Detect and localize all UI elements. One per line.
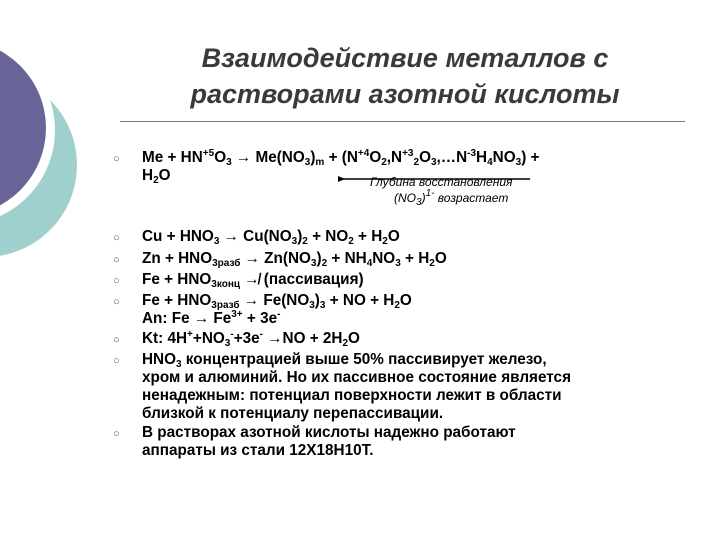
passivation-line4: близкой к потенциалу перепассивации. — [142, 405, 444, 422]
steel-line1: В растворах азотной кислоты надежно работают — [142, 424, 516, 441]
cathode-reaction: Kt: $4H^++NO_3^-+3e^- \to NO + 2H_2O$ — [142, 329, 360, 349]
anode-reaction: An: $Fe \to Fe^{3+} + 3e^-$ — [142, 309, 281, 327]
steel-line2: аппараты из стали 12Х18Н10Т. — [142, 442, 374, 459]
depth-note-line1: Глубина восстановления — [370, 175, 513, 189]
title-divider — [120, 121, 685, 122]
bullet-marker: ○ — [113, 355, 120, 367]
bullet-marker: ○ — [113, 275, 120, 287]
passivation-line3: ненадежным: потенциал поверхности лежит в области — [142, 387, 562, 404]
passivation-line2: хром и алюминий. Но их пассивное состояние является — [142, 369, 571, 386]
reaction-zn: $Zn + HNO_{3разб} \to Zn(NO_3)_2 + NH_4NO_3 + H_2O$ — [142, 250, 447, 269]
bullet-marker: ○ — [113, 428, 120, 440]
bullet-marker: ○ — [113, 232, 120, 244]
bullet-marker: ○ — [113, 296, 120, 308]
passivation-line1: $HNO_3$ концентрацией выше 50% пассивирует железо, — [142, 351, 547, 370]
bullet-marker: ○ — [113, 153, 120, 165]
bullet-marker: ○ — [113, 254, 120, 266]
reaction-fe-concentrated: $Fe + HNO_{3конц}$ ↛ (пассивация) — [142, 271, 364, 290]
depth-note-line2: $(NO_3)^{1-}$ возрастает — [394, 188, 509, 208]
general-reaction-line1: $Me + HN^{+5}O_3 \to Me(NO_3)_m$ + $(N^{+4}O_2,N^{+3}_2O_3,\dots N^{-3}H_4NO_3)$ + — [142, 148, 540, 168]
reaction-cu: $Cu + HNO_3 \to Cu(NO_3)_2 + NO_2 + H_2O$ — [142, 228, 400, 247]
bullet-marker: ○ — [113, 334, 120, 346]
general-reaction-line2: $H_2O$ — [142, 167, 171, 186]
decorative-circles — [0, 0, 100, 300]
slide-title: Взаимодействие металлов с растворами азотной кислоты — [190, 43, 620, 109]
reaction-fe-dilute: $Fe + HNO_{3разб} \to Fe(NO_3)_3$ + NO + $H_2O$ — [142, 292, 412, 311]
